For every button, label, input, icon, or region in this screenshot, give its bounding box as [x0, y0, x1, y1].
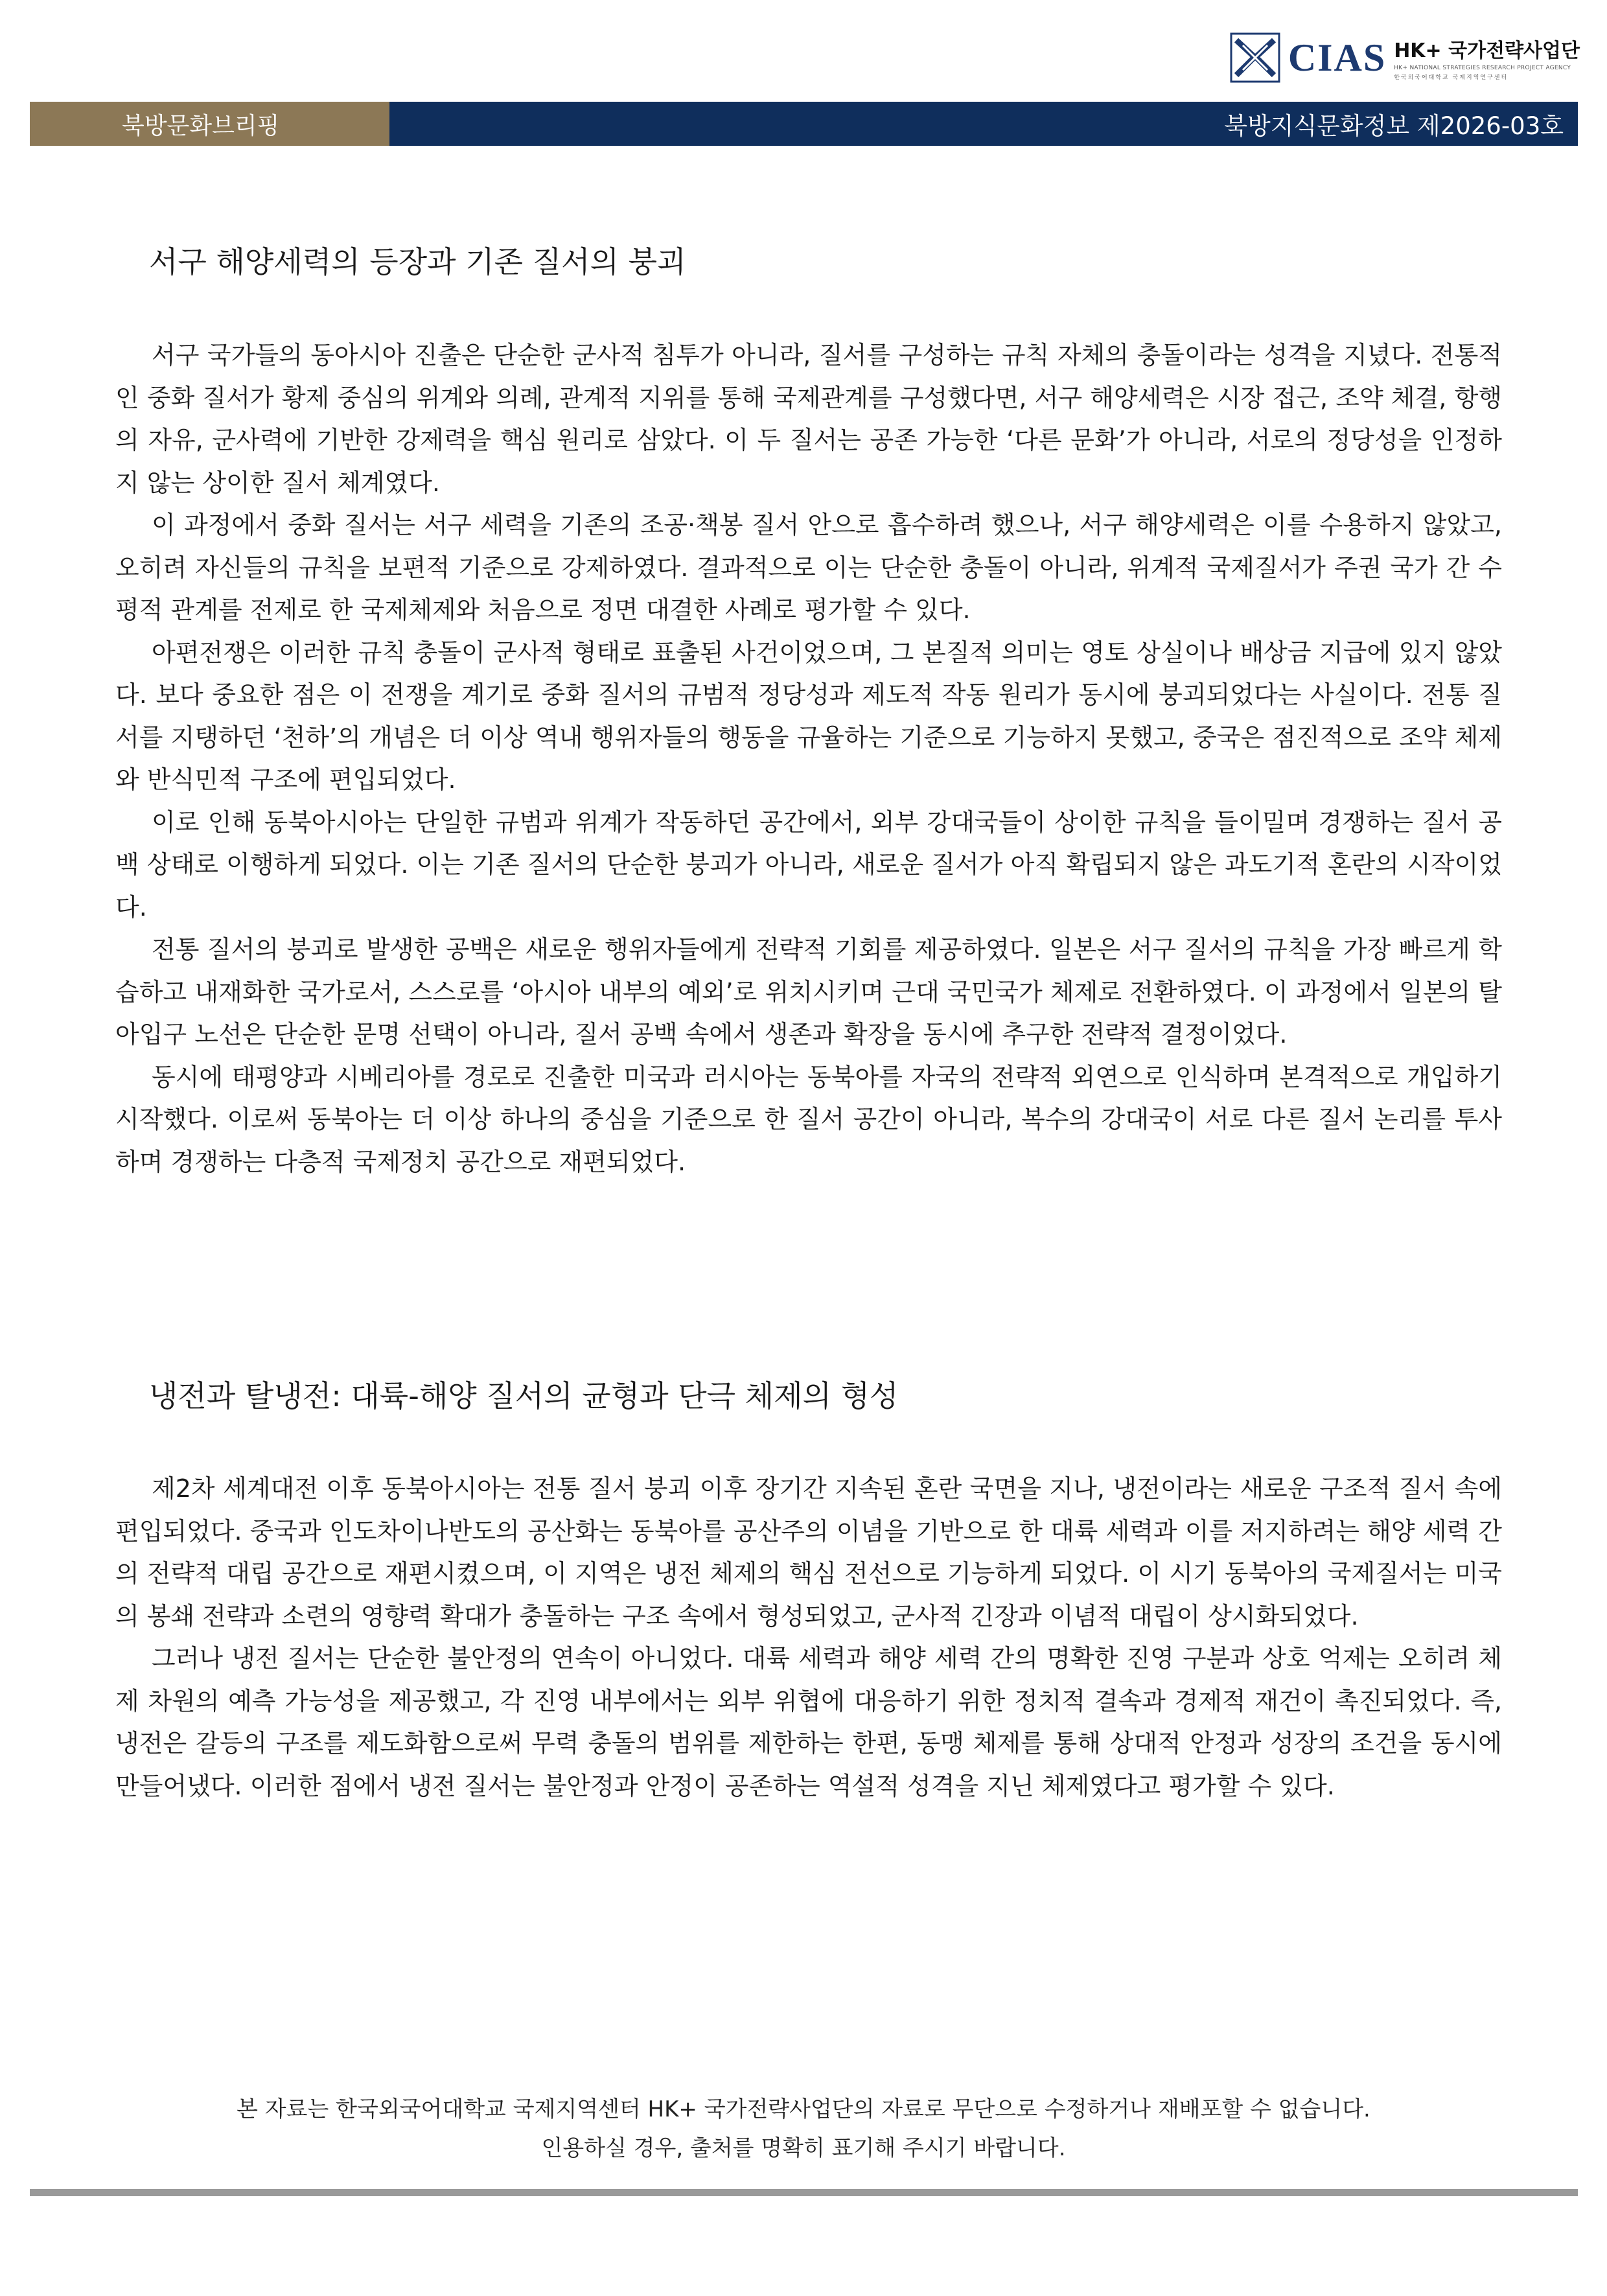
paragraph: 동시에 태평양과 시베리아를 경로로 진출한 미국과 러시아는 동북아를 자국의 전략적 외연으로 인식하며 본격적으로 개입하기 시작했다. 이로써 동북아는 더 이상 하나의 중심을 기준으로 한 질서 공간이 아니라, 복수의 강대국이 서로 다른 질서 논리를 투사하며 경쟁하는 다층적 국제정치 공간으로 재편되었다. [115, 1062, 1502, 1176]
paragraph: 서구 국가들의 동아시아 진출은 단순한 군사적 침투가 아니라, 질서를 구성하는 규칙 자체의 충돌이라는 성격을 지녔다. 전통적인 중화 질서가 황제 중심의 위계와 의례, 관계적 지위를 통해 국제관계를 구성했다면, 서구 해양세력은 시장 접근, 조약 체결, 항행의 자유, 군사력에 기반한 강제력을 핵심 원리로 삼았다. 이 두 질서는 공존 가능한 ‘다른 문화’가 아니라, 서로의 정당성을 인정하지 않는 상이한 질서 체계였다. [115, 341, 1502, 497]
copyright-notice [0, 2090, 1607, 2168]
bottom-rule [30, 2189, 1578, 2196]
section-1-heading: 서구 해양세력의 등장과 기존 질서의 붕괴 [149, 244, 686, 279]
issue-label: 북방지식문화정보 제2026-03호 [389, 102, 1578, 146]
footer-line-1: 본 자료는 한국외국어대학교 국제지역센터 HK+ 국가전략사업단의 자료로 무단으로 수정하거나 재배포할 수 없습니다. [237, 2096, 1370, 2122]
paragraph: 이 과정에서 중화 질서는 서구 세력을 기존의 조공·책봉 질서 안으로 흡수하려 했으나, 서구 해양세력은 이를 수용하지 않았고, 오히려 자신들의 규칙을 보편적 기준으로 강제하였다. 결과적으로 이는 단순한 충돌이 아니라, 위계적 국제질서가 주권 국가 간 수평적 관계를 전제로 한 국제체제와 처음으로 정면 대결한 사례로 평가할 수 있다. [115, 511, 1502, 624]
logo-title: HK+ 국가전략사업단 [1394, 40, 1580, 62]
footer-line-2: 인용하실 경우, 출처를 명확히 표기해 주시기 바랍니다. [541, 2135, 1066, 2161]
header-bar [30, 102, 1578, 146]
paragraph: 이로 인해 동북아시아는 단일한 규범과 위계가 작동하던 공간에서, 외부 강대국들이 상이한 규칙을 들이밀며 경쟁하는 질서 공백 상태로 이행하게 되었다. 이는 기존 질서의 단순한 붕괴가 아니라, 새로운 질서가 아직 확립되지 않은 과도기적 혼란의 시작이었다. [115, 807, 1502, 922]
paragraph: 아편전쟁은 이러한 규칙 충돌이 군사적 형태로 표출된 사건이었으며, 그 본질적 의미는 영토 상실이나 배상금 지급에 있지 않았다. 보다 중요한 점은 이 전쟁을 계기로 중화 질서의 규범적 정당성과 제도적 작동 원리가 동시에 붕괴되었다는 사실이다. 전통 질서를 지탱하던 ‘천하’의 개념은 더 이상 역내 행위자들의 행동을 규율하는 기준으로 기능하지 못했고, 중국은 점진적으로 조약 체제와 반식민적 구조에 편입되었다. [115, 638, 1502, 794]
paragraph: 전통 질서의 붕괴로 발생한 공백은 새로운 행위자들에게 전략적 기회를 제공하였다. 일본은 서구 질서의 규칙을 가장 빠르게 학습하고 내재화한 국가로서, 스스로를 ‘아시아 내부의 예외’로 위치시키며 근대 국민국가 체제로 전환하였다. 이 과정에서 일본의 탈아입구 노선은 단순한 문명 선택이 아니라, 질서 공백 속에서 생존과 확장을 동시에 추구한 전략적 결정이었다. [115, 935, 1502, 1049]
section-2-heading: 냉전과 탈냉전: 대륙-해양 질서의 균형과 단극 체제의 형성 [149, 1378, 899, 1413]
section-2-body [115, 1468, 1502, 1807]
paragraph: 그러나 냉전 질서는 단순한 불안정의 연속이 아니었다. 대륙 세력과 해양 세력 간의 명확한 진영 구분과 상호 억제는 오히려 체제 차원의 예측 가능성을 제공했고, 각 진영 내부에서는 외부 위협에 대응하기 위한 정치적 결속과 경제적 재건이 촉진되었다. 즉, 냉전은 갈등의 구조를 제도화함으로써 무력 충돌의 범위를 제한하는 한편, 동맹 체제를 통해 상대적 안정과 성장의 조건을 동시에 만들어냈다. 이러한 점에서 냉전 질서는 불안정과 안정이 공존하는 역설적 성격을 지닌 체제였다고 평가할 수 있다. [115, 1644, 1502, 1800]
logo-subtitle-en: HK+ NATIONAL STRATEGIES RESEARCH PROJECT AGENCY [1394, 65, 1571, 71]
series-label: 북방문화브리핑 [30, 102, 389, 146]
logo-subtitle-ko: 한국외국어대학교 국제지역연구센터 [1394, 75, 1509, 81]
cias-emblem-icon [1229, 31, 1282, 84]
paragraph: 제2차 세계대전 이후 동북아시아는 전통 질서 붕괴 이후 장기간 지속된 혼란 국면을 지나, 냉전이라는 새로운 구조적 질서 속에 편입되었다. 중국과 인도차이나반도의 공산화는 동북아를 공산주의 이념을 기반으로 한 대륙 세력과 이를 저지하려는 해양 세력 간의 전략적 대립 공간으로 재편시켰으며, 이 지역은 냉전 체제의 핵심 전선으로 기능하게 되었다. 이 시기 동북아의 국제질서는 미국의 봉쇄 전략과 소련의 영향력 확대가 충돌하는 구조 속에서 형성되었고, 군사적 긴장과 이념적 대립이 상시화되었다. [115, 1474, 1502, 1630]
section-1-body [115, 334, 1502, 1183]
logo-cias-text: CIAS [1288, 36, 1387, 79]
cias-logo [1229, 29, 1580, 87]
